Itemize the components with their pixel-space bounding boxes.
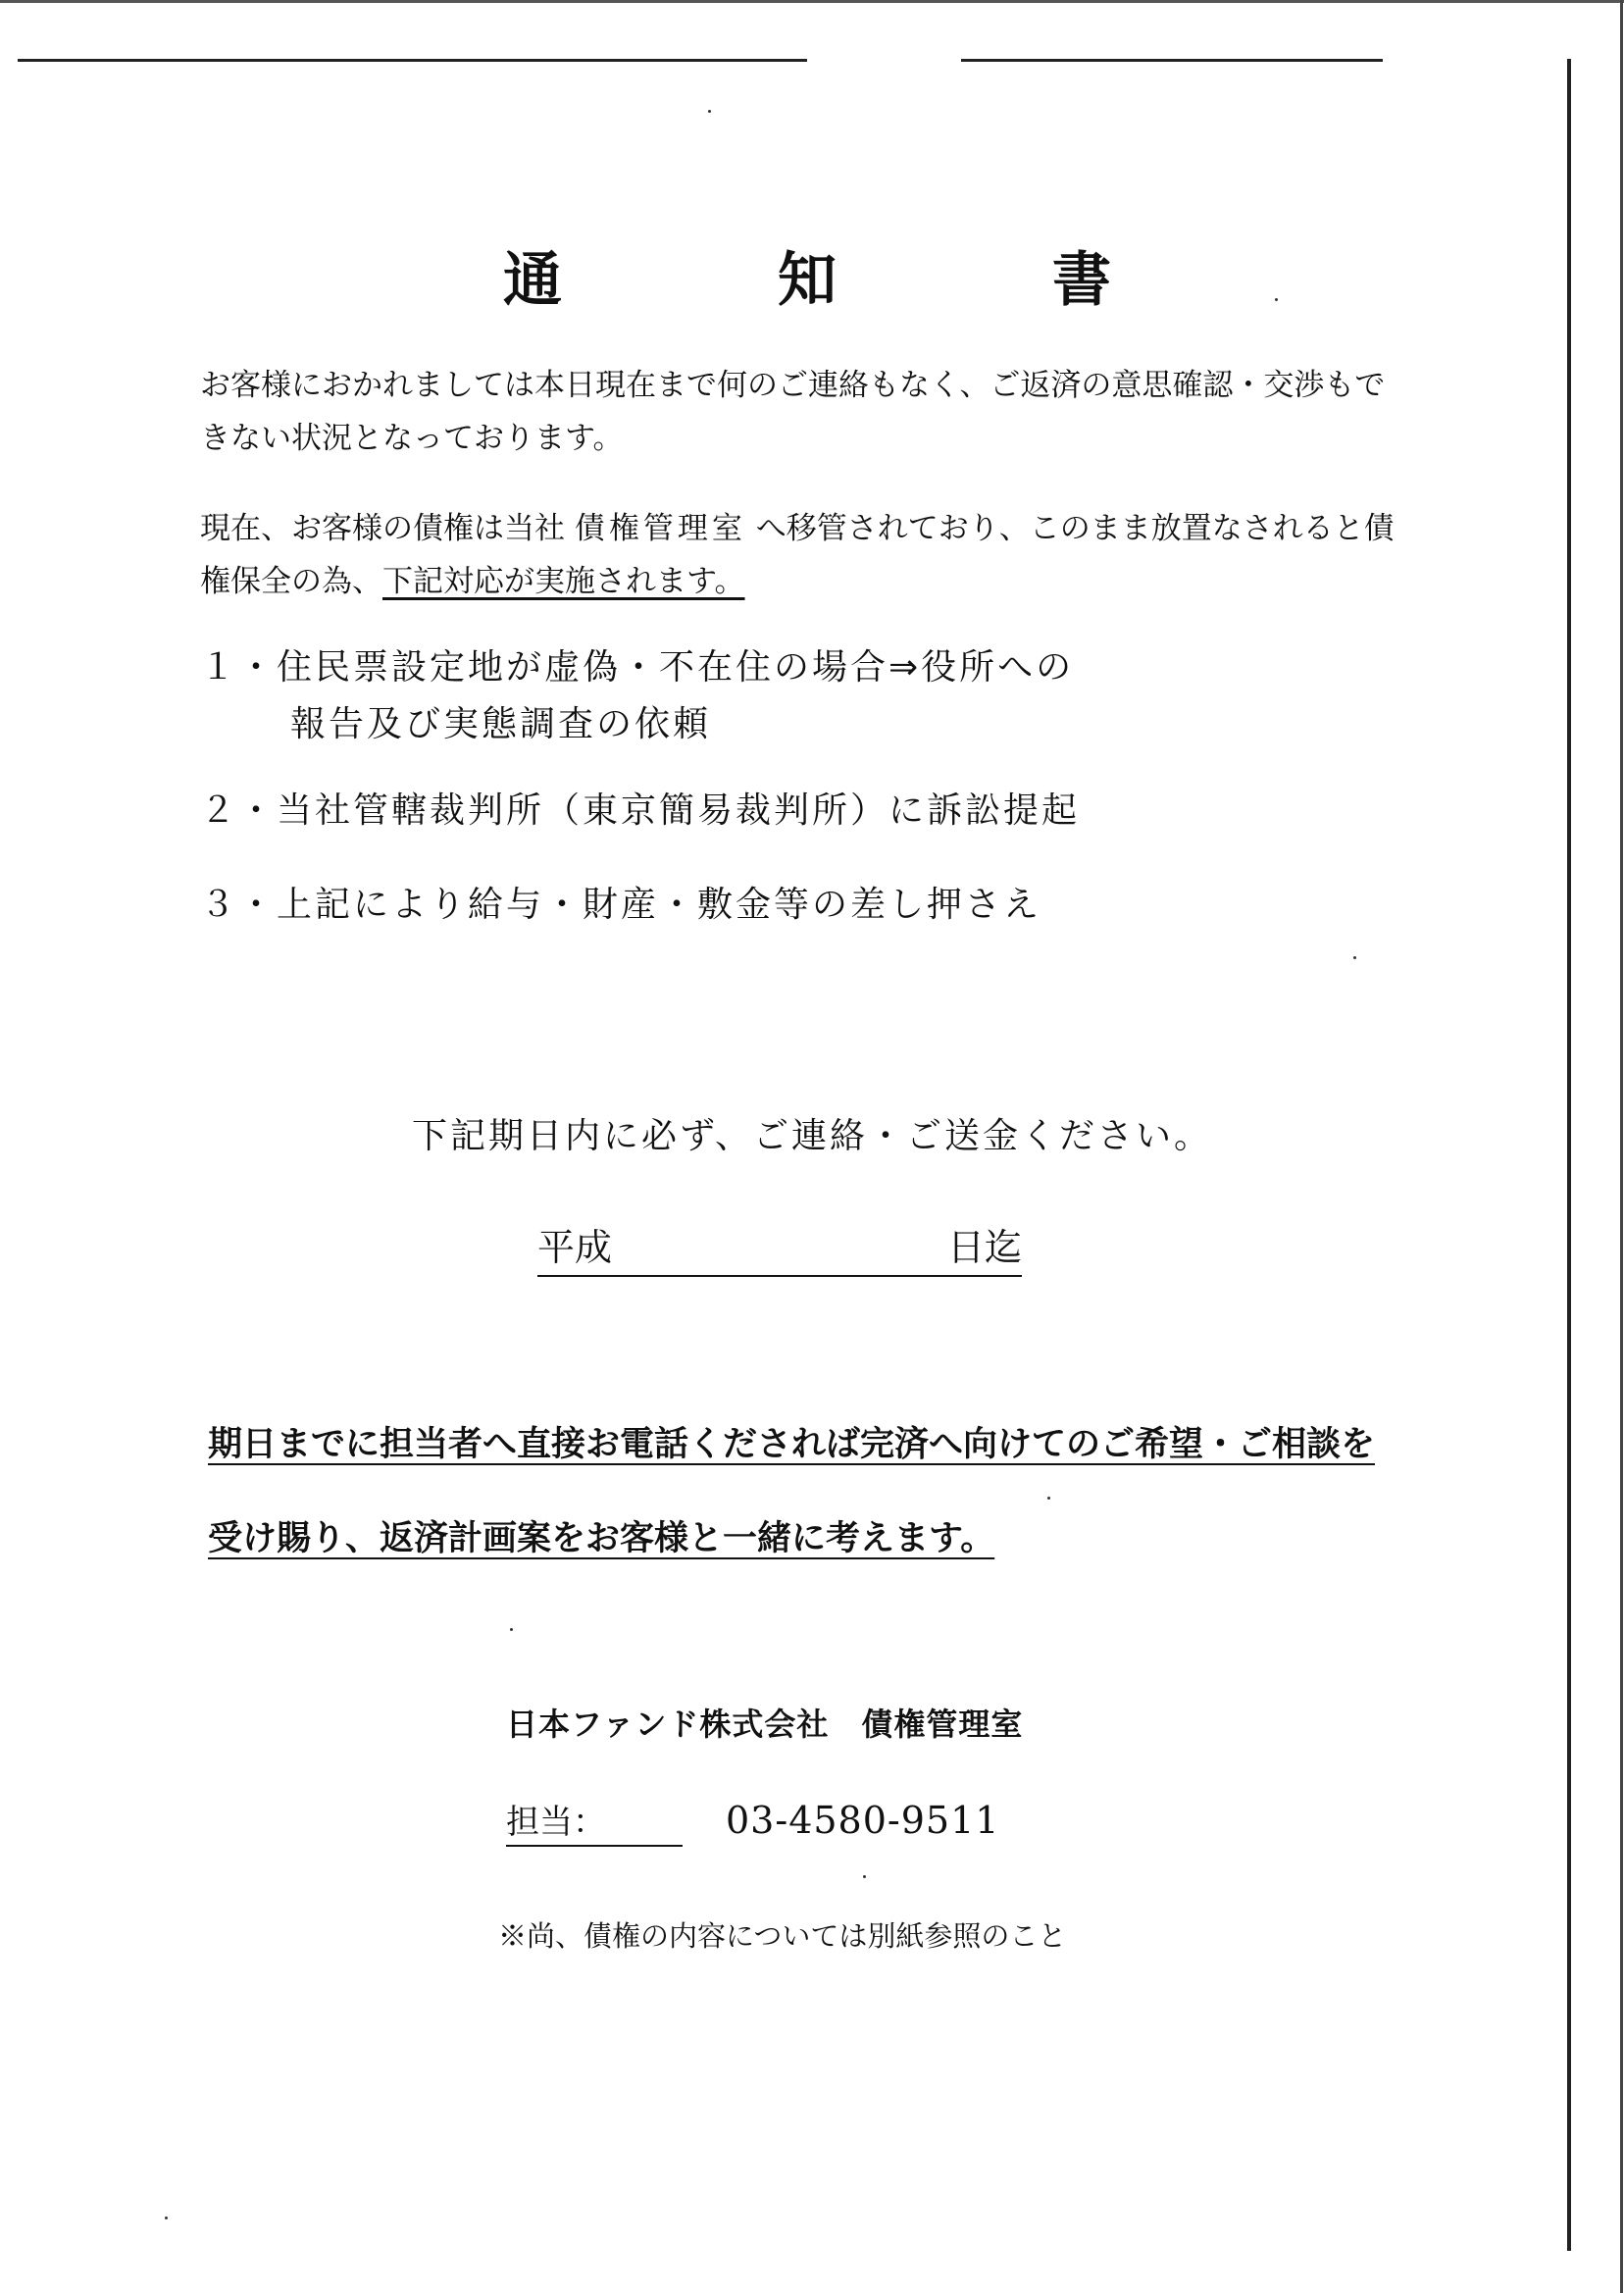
scan-speck: [863, 1875, 866, 1878]
paragraph-status: お客様におかれましては本日現在まで何のご連絡もなく、ご返済の意思確認・交渉もできない状況となっております。: [200, 368, 1386, 456]
paragraph-transfer-underlined: 下記対応が実施されます。: [382, 564, 745, 599]
scan-edge-top: [0, 0, 1624, 3]
footnote: ※尚、債権の内容については別紙参照のこと: [498, 1919, 1067, 1953]
scan-speck: [1353, 956, 1356, 959]
consultation-line-1: 期日までに担当者へ直接お電話くだされば完済へ向けてのご希望・ご相談を: [208, 1425, 1376, 1464]
department-name: 債権管理室: [574, 511, 746, 546]
scan-rule-right: [961, 59, 1383, 62]
scan-speck: [510, 1628, 513, 1631]
contact-line: [506, 1795, 999, 1847]
paragraph-transfer: [200, 502, 1396, 608]
paragraph-transfer-mid: へ移管されており、このまま放置なされると債権保全の為、: [200, 511, 1395, 599]
paragraph-transfer-pre: 現在、お客様の債権は当社: [200, 511, 565, 546]
document-title: 通 知 書: [503, 246, 1190, 315]
deadline-field: [537, 1228, 1022, 1277]
phone-number: 03-4580-9511: [726, 1799, 1000, 1842]
consultation-line-2: 受け賜り、返済計画案をお客様と一緒に考えます。: [208, 1519, 995, 1558]
contact-label: 担当：: [506, 1795, 683, 1847]
payment-request: 下記期日内に必ず、ご連絡・ご送金ください。: [411, 1116, 1213, 1156]
action-item-3: ３・上記により給与・財産・敷金等の差し押さえ: [200, 885, 1042, 925]
scan-rule-left: [18, 59, 807, 62]
deadline-era: 平成: [537, 1226, 613, 1269]
scan-speck: [708, 110, 711, 113]
action-item-2: ２・当社管轄裁判所（東京簡易裁判所）に訴訟提起: [200, 790, 1081, 831]
company-name: 日本ファンド株式会社 債権管理室: [506, 1706, 1024, 1743]
scan-speck: [1047, 1497, 1050, 1500]
deadline-day: 日迄: [946, 1226, 1022, 1269]
action-item-1-continued: 報告及び実態調査の依頼: [290, 704, 712, 744]
scan-speck: [165, 2217, 168, 2219]
action-item-1: １・住民票設定地が虚偽・不在住の場合⇒役所への: [200, 647, 1075, 688]
